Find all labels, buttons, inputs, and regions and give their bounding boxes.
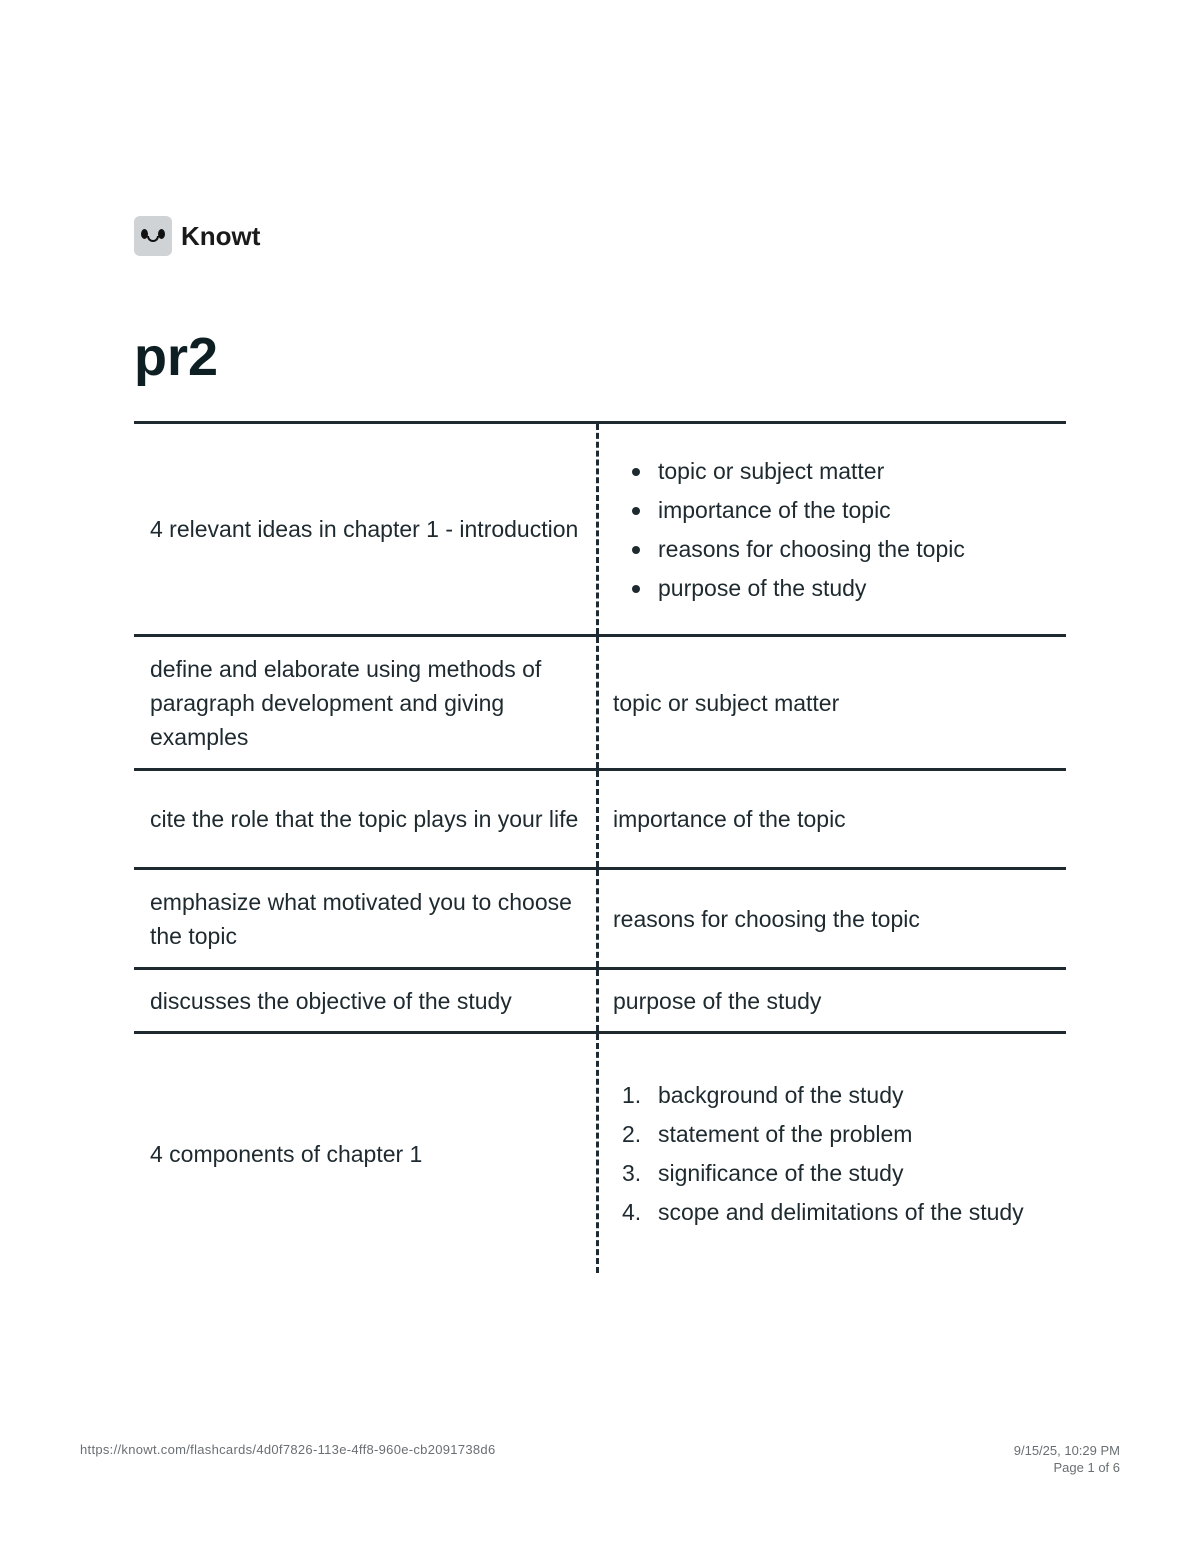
footer-page-number: Page 1 of 6 — [1053, 1460, 1120, 1475]
list-item — [613, 1156, 1024, 1190]
card-row — [134, 424, 1066, 637]
list-item-text: statement of the problem — [658, 1121, 913, 1147]
card-row — [134, 870, 1066, 970]
card-term: discusses the objective of the study — [134, 970, 599, 1031]
list-number: 4. — [622, 1199, 642, 1225]
card-row — [134, 637, 1066, 771]
footer-timestamp: 9/15/25, 10:29 PM — [1013, 1443, 1120, 1458]
card-term: emphasize what motivated you to choose the topic — [134, 870, 599, 967]
definition-numbered-list — [613, 1073, 1024, 1234]
card-definition: topic or subject matter — [613, 689, 840, 716]
card-definition — [599, 1034, 1066, 1273]
list-item: purpose of the study — [613, 571, 965, 605]
card-row — [134, 771, 1066, 870]
card-definition: purpose of the study — [613, 987, 822, 1014]
list-number: 2. — [622, 1121, 642, 1147]
card-definition — [599, 424, 1066, 634]
knowt-mascot-icon — [134, 216, 172, 256]
list-item — [613, 1117, 1024, 1151]
list-item: topic or subject matter — [613, 454, 965, 488]
card-term: define and elaborate using methods of paragraph development and giving examples — [134, 637, 599, 768]
card-row — [134, 970, 1066, 1034]
list-item — [613, 1078, 1024, 1112]
card-term: 4 components of chapter 1 — [134, 1034, 599, 1273]
list-number: 1. — [622, 1082, 642, 1108]
card-row — [134, 1034, 1066, 1273]
list-number: 3. — [622, 1160, 642, 1186]
list-item: importance of the topic — [613, 493, 965, 527]
brand-name: Knowt — [181, 220, 261, 251]
list-item-text: significance of the study — [658, 1160, 904, 1186]
definition-bullet-list — [613, 449, 965, 610]
list-item-text: background of the study — [658, 1082, 904, 1108]
list-item: reasons for choosing the topic — [613, 532, 965, 566]
list-item — [613, 1195, 1024, 1229]
brand — [134, 216, 260, 256]
flashcard-table — [134, 421, 1066, 1273]
card-definition: importance of the topic — [613, 806, 846, 832]
page-title: pr2 — [134, 327, 219, 387]
footer-meta — [1014, 1442, 1120, 1476]
card-definition: reasons for choosing the topic — [613, 905, 920, 932]
footer-url: https://knowt.com/flashcards/4d0f7826-113e-4ff8-960e-cb2091738d6 — [80, 1442, 496, 1457]
card-term: cite the role that the topic plays in your life — [134, 771, 599, 867]
card-term: 4 relevant ideas in chapter 1 - introduction — [134, 424, 599, 634]
list-item-text: scope and delimitations of the study — [658, 1199, 1024, 1225]
